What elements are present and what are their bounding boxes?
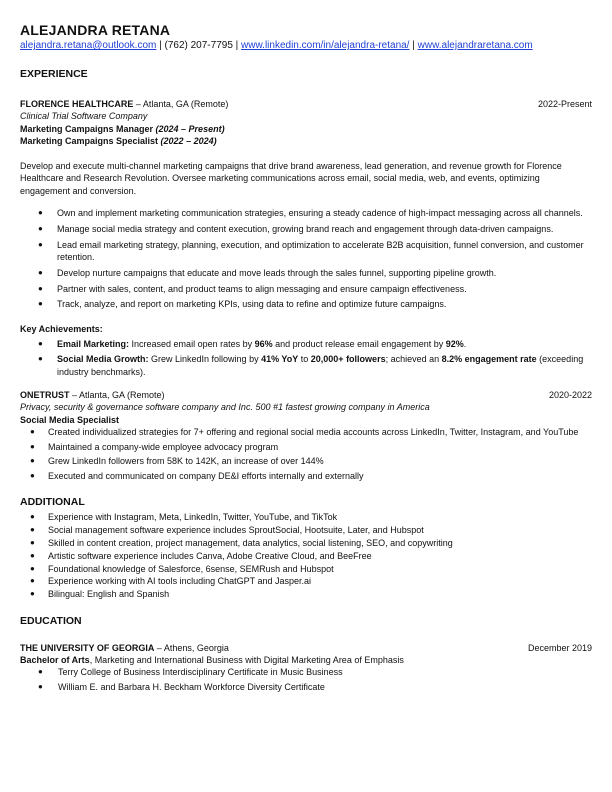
school-line bbox=[20, 642, 229, 654]
list-item: ● Partner with sales, content, and product teams to align messaging and ensure campaign effectiveness. bbox=[38, 283, 467, 294]
list-item: ● Foundational knowledge of Salesforce, 6sense, SEMRush and Hubspot bbox=[30, 563, 334, 574]
graduation-date: December 2019 bbox=[527, 642, 592, 653]
bullet-icon: ● bbox=[38, 267, 43, 277]
list-item: ● Terry College of Business Interdisciplinary Certificate in Music Business bbox=[38, 667, 343, 678]
degree-line bbox=[20, 654, 592, 667]
role-title: Marketing Campaigns Specialist bbox=[20, 136, 159, 146]
achievements-list bbox=[20, 338, 592, 378]
education-list bbox=[20, 666, 592, 693]
phone-number: (762) 207-7795 bbox=[164, 40, 233, 51]
bullet-icon: ● bbox=[38, 339, 43, 349]
role-title: Social Media Specialist bbox=[20, 414, 120, 425]
list-item: ● Develop nurture campaigns that educate and move leads through the sales funnel, supporting pipeline growth. bbox=[38, 267, 497, 278]
onetrust-bullets bbox=[20, 426, 592, 482]
list-item: ● Created individualized strategies for 7+ offering and regional social media accounts across LinkedIn, Twitter, Instagram, and YouTube bbox=[30, 427, 579, 438]
additional-list bbox=[20, 511, 592, 601]
bullet-icon: ● bbox=[30, 456, 35, 466]
bullet-icon: ● bbox=[38, 667, 43, 677]
job-company-line bbox=[20, 98, 228, 110]
bullet-icon: ● bbox=[30, 427, 35, 437]
bullet-icon: ● bbox=[30, 576, 35, 586]
bullet-icon: ● bbox=[30, 470, 35, 480]
separator: | bbox=[409, 40, 418, 51]
education-header bbox=[20, 642, 592, 654]
job-header-florence bbox=[20, 98, 592, 110]
bullet-icon: ● bbox=[30, 441, 35, 451]
achievement-email: ● Email Marketing: Increased email open rates by 96% and product release email engagement by 92%. bbox=[38, 339, 467, 350]
section-heading-additional: ADDITIONAL bbox=[20, 496, 85, 509]
company-tagline: Privacy, security & governance software company and Inc. 500 #1 fastest growing company in America bbox=[20, 402, 430, 413]
role-dates: (2022 – 2024) bbox=[158, 136, 217, 146]
bullet-icon: ● bbox=[38, 223, 43, 233]
job-dates: 2020-2022 bbox=[548, 390, 592, 401]
degree-name: Bachelor of Arts bbox=[20, 654, 90, 665]
separator: | bbox=[232, 40, 242, 51]
list-item: ● Lead email marketing strategy, planning, execution, and optimization to accelerate B2B acquisition, funnel conversion, and customer retention. bbox=[38, 239, 584, 263]
list-item: ● Skilled in content creation, project management, data analytics, social listening, SEO, and copywriting bbox=[30, 537, 453, 548]
degree-detail: , Marketing and International Business with Digital Marketing Area of Emphasis bbox=[89, 654, 404, 665]
bullet-icon: ● bbox=[30, 550, 35, 560]
list-item: ● Maintained a company-wide employee advocacy program bbox=[30, 441, 279, 452]
candidate-name: ALEJANDRA RETANA bbox=[20, 22, 171, 38]
resume-page bbox=[20, 22, 592, 695]
list-item: ● Bilingual: English and Spanish bbox=[30, 589, 170, 600]
bullet-icon: ● bbox=[38, 239, 43, 249]
section-heading-education: EDUCATION bbox=[20, 614, 82, 627]
list-item: ● Grew LinkedIn followers from 58K to 142K, an increase of over 144% bbox=[30, 456, 324, 467]
school-name: THE UNIVERSITY OF GEORGIA bbox=[20, 642, 155, 653]
section-heading-experience: EXPERIENCE bbox=[20, 68, 88, 80]
bullet-icon: ● bbox=[30, 512, 35, 522]
company-tagline: Clinical Trial Software Company bbox=[20, 111, 148, 121]
email-link[interactable]: alejandra.retana@outlook.com bbox=[20, 40, 157, 51]
job-header-onetrust bbox=[20, 389, 592, 401]
bullet-icon: ● bbox=[38, 299, 43, 309]
company-name: ONETRUST bbox=[20, 390, 70, 401]
bullet-icon: ● bbox=[38, 208, 43, 217]
company-location: – Atlanta, GA (Remote) bbox=[133, 99, 229, 109]
company-location: – Atlanta, GA (Remote) bbox=[69, 390, 165, 401]
bullet-icon: ● bbox=[30, 563, 35, 573]
list-item: ● Experience with Instagram, Meta, LinkedIn, Twitter, YouTube, and TikTok bbox=[30, 512, 338, 523]
list-item: ● Experience working with AI tools including ChatGPT and Jasper.ai bbox=[30, 576, 311, 587]
company-name: FLORENCE HEALTHCARE bbox=[20, 99, 134, 109]
bullet-icon: ● bbox=[38, 681, 43, 691]
role-title: Marketing Campaigns Manager bbox=[20, 123, 154, 134]
bullet-icon: ● bbox=[30, 589, 35, 599]
list-item: ● William E. and Barbara H. Beckham Workforce Diversity Certificate bbox=[38, 681, 325, 692]
list-item: ● Own and implement marketing communication strategies, ensuring a steady cadence of high-impact messaging across all channels. bbox=[38, 208, 583, 218]
list-item: ● Social management software experience includes SproutSocial, Hootsuite, Later, and Hubspot bbox=[30, 525, 424, 535]
role-line bbox=[20, 123, 592, 136]
job-dates: 2022-Present bbox=[537, 99, 592, 109]
list-item: ● Artistic software experience includes Canva, Adobe Creative Cloud, and BeeFree bbox=[30, 550, 372, 561]
contact-line bbox=[20, 39, 592, 53]
achievements-heading: Key Achievements: bbox=[20, 323, 103, 334]
florence-bullets bbox=[20, 207, 592, 311]
bullet-icon: ● bbox=[38, 354, 43, 364]
achievement-social: ● Social Media Growth: Grew LinkedIn following by 41% YoY to 20,000+ followers; achieved an 8.2% engagement rate (exceeding industry benchmarks). bbox=[38, 354, 584, 377]
bullet-icon: ● bbox=[30, 525, 35, 534]
list-item: ● Manage social media strategy and content execution, growing brand reach and engagement through data-driven campaigns. bbox=[38, 223, 554, 234]
separator: | bbox=[156, 40, 165, 51]
bullet-icon: ● bbox=[30, 537, 35, 547]
website-link[interactable]: www.alejandraretana.com bbox=[417, 40, 533, 51]
list-item: ● Executed and communicated on company DE&I efforts internally and externally bbox=[30, 470, 364, 481]
bullet-icon: ● bbox=[38, 283, 43, 293]
list-item: ● Track, analyze, and report on marketing KPIs, using data to refine and optimize future campaigns. bbox=[38, 299, 447, 310]
job-summary: Develop and execute multi-channel marketing campaigns that drive brand awareness, lead generation, and revenue growth for Florence Healthcare and Research Revolution. Oversee marketing communications across email, social media, web, and events, optimizing engagement and conversion. bbox=[20, 160, 562, 196]
linkedin-link[interactable]: www.linkedin.com/in/alejandra-retana/ bbox=[241, 40, 410, 51]
role-line bbox=[20, 135, 592, 148]
role-dates: (2024 – Present) bbox=[153, 123, 225, 134]
job-company-line bbox=[20, 389, 165, 401]
school-location: – Athens, Georgia bbox=[154, 642, 229, 653]
